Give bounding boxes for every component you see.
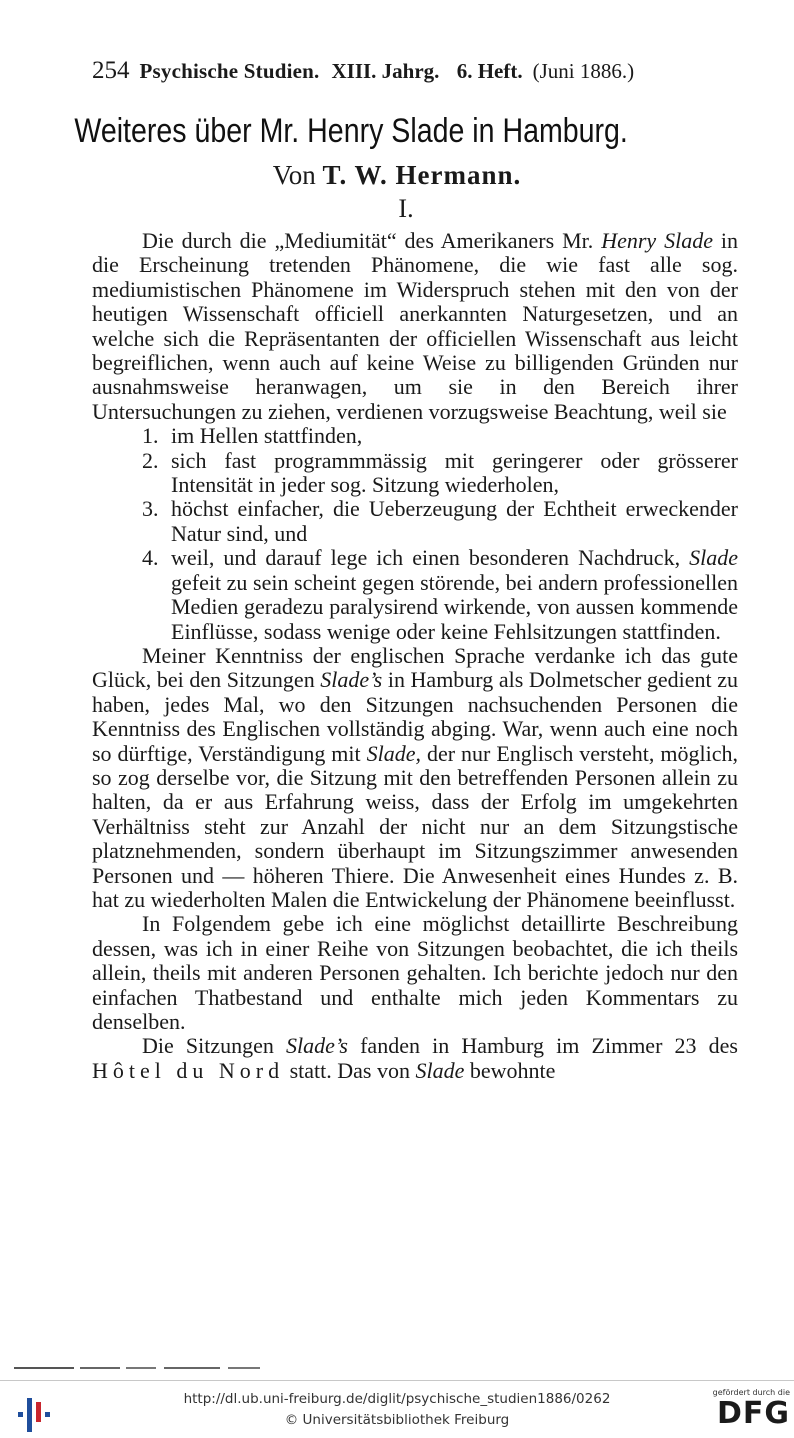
spaced-hotel-name: Hôtel du Nord [92,1057,285,1083]
text-run: in Hamburg als Dolmetscher gedient zu haben, jedes Mal, wo den Sitzungen nachsuchenden Personen die Kenntniss des Englischen vollständig abging. War, wenn auch eine noch so dürftige, Verständigung mit [92,667,738,766]
italic-name: Henry Slade [601,228,713,253]
italic-name: Slade [415,1057,465,1083]
list-item [92,497,738,546]
issue-label: 6. Heft. [456,59,523,83]
issue-date: (Juni 1886.) [532,59,635,83]
text-run: weil, und darauf lege ich einen besonderen Nachdruck, [171,545,690,571]
conditions-list [92,424,738,644]
footer-divider [0,1380,794,1381]
list-item [92,424,738,448]
text-run: sich fast programmmässig mit geringerer oder grösserer Intensität in jeder sog. Sitzung wiederholen, [171,447,738,498]
paragraph-1 [92,229,738,424]
article-title: Weiteres über Mr. Henry Slade in Hamburg. [74,112,628,150]
text-run: statt. Das von [284,1057,416,1083]
paragraph-2 [92,644,738,912]
author-name: T. W. Hermann. [322,160,522,190]
dfg-caption: gefördert durch die [712,1388,790,1397]
text-run: bewohnte [464,1057,556,1083]
byline-prefix: Von [272,160,316,190]
italic-name: Slade’s [286,1033,348,1059]
text-run: gefeit zu sein scheint gegen störende, bei andern professionellen Medien geradezu paralysirend wirkende, von aussen kommende Einflüsse, sodass wenige oder keine Fehlsitzungen stattfinden. [171,569,738,644]
list-number: 1. [142,423,159,449]
text-run: in die Erscheinung tretenden Phänomene, die wie fast alle sog. mediumistischen Phänomene im Widerspruch stehen mit den von der heutigen Wissenschaft officiell anerkannten Naturgesetzen, und an welche sich die Repräsentanten der officiellen Wissenschaft aus leicht begreiflichen, wenn auch auf keine Weise zu billigenden Gründen nur ausnahmsweise heranwagen, um sie in den Bereich ihrer Untersuchungen zu ziehen, verdienen vorzugsweise Beachtung, weil sie [92,228,738,424]
text-run: Die durch die „Mediumität“ des Amerikaners Mr. [142,228,602,253]
text-run: im Hellen stattfinden, [171,423,363,449]
text-run: Die Sitzungen [142,1033,287,1059]
volume-label: XIII. Jahrg. [331,59,440,83]
dfg-logo-mark: DFG [716,1396,790,1431]
list-number: 2. [142,447,159,473]
paragraph-3: In Folgendem gebe ich eine möglichst detaillirte Beschreibung dessen, was ich in einer Reihe von Sitzungen beobachtet, die ich theils allein, theils mit anderen Personen gehalten. Ich berichte jedoch nur den einfachen Thatbestand und enthalte mich jeden Kommentars zu denselben. [92,911,738,1034]
footer-url[interactable]: http://dl.ub.uni-freiburg.de/diglit/psychische_studien1886/0262 [183,1391,611,1407]
running-head [92,57,702,85]
list-item [92,449,738,498]
byline [0,160,794,191]
journal-name: Psychische Studien. [139,59,320,83]
text-run: der nur Englisch versteht, möglich, so zog derselbe vor, die Sitzung mit den betreffenden Personen allein zu halten, da er aus Erfahrung weiss, dass der Erfolg im umgekehrten Verhältniss steht zur Anzahl der nicht nur an dem Sitzungstische platznehmenden, sondern überhaupt im Sitzungszimmer anwesenden Personen und — höheren Thiere. Die Anwesenheit eines Hundes z. B. hat zu wiederholten Malen die Entwickelung der Phänomene beeinflusst. [92,740,738,912]
list-number: 4. [142,545,159,571]
footer [0,1380,794,1438]
scan-artifact [14,1366,260,1370]
italic-name: Slade’s [320,667,383,693]
dfg-logo [700,1388,790,1432]
text-run: Meiner Kenntniss der englischen Sprache verdanke ich das gute Glück, bei den Sitzungen [92,642,738,693]
text-run: fanden in Hamburg im Zimmer 23 des [347,1033,738,1059]
list-item [92,546,738,644]
article-body [92,229,738,1083]
paragraph-4 [92,1034,738,1083]
footer-copyright: © Universitätsbibliothek Freiburg [284,1412,510,1428]
text-run: höchst einfacher, die Ueberzeugung der Echtheit erweckender Natur sind, und [171,496,738,546]
page-number: 254 [92,57,130,84]
section-number: I. [398,194,414,223]
list-number: 3. [142,496,159,522]
italic-name: Slade [689,545,738,571]
italic-name: Slade, [366,740,421,766]
